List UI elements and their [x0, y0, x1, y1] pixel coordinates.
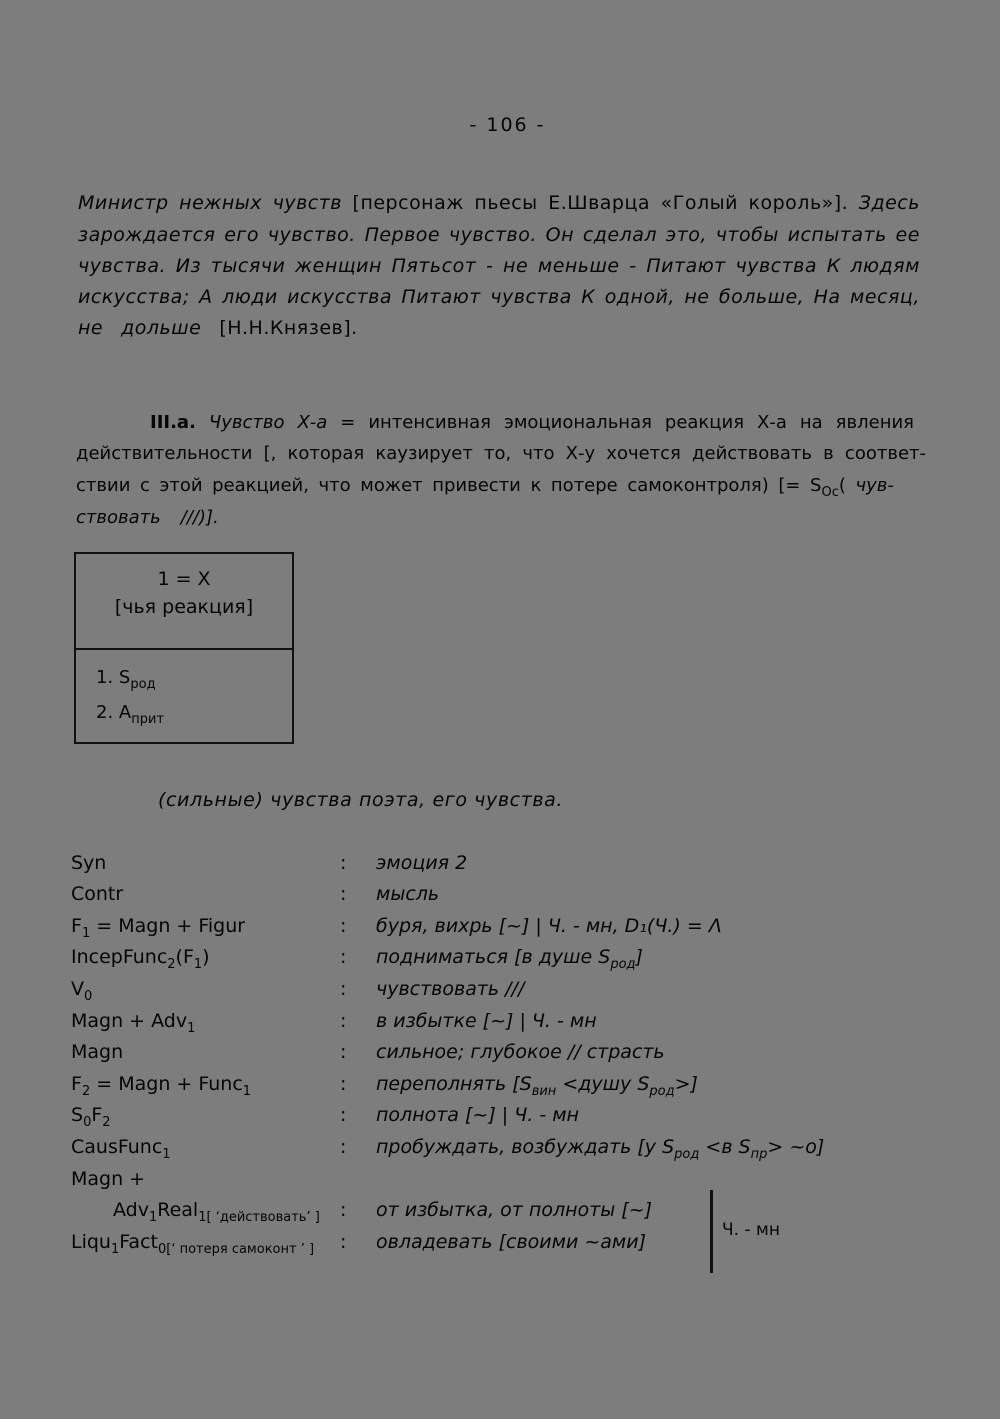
gp-actant-line: 1 = X: [157, 568, 211, 590]
gp-item-2: 2. $A_{прит}$: [96, 702, 165, 727]
lexfunc-colon: :: [340, 946, 347, 968]
word: ствовать: [76, 507, 161, 528]
example-line: [78, 286, 920, 308]
word: месяц,: [850, 286, 920, 308]
gp-actant-role: [чья реакция]: [114, 596, 254, 618]
word: одной,: [604, 286, 675, 308]
word: на: [799, 412, 823, 433]
word: Х-у: [565, 443, 596, 464]
word: пьесы: [474, 192, 538, 214]
word: действительности: [76, 443, 253, 464]
word: искусства;: [78, 286, 190, 308]
lexfunc-value: мысль: [376, 883, 440, 905]
word: Питают: [646, 255, 726, 277]
word: потере: [550, 475, 618, 496]
lexfunc-name: Magn + Adv$_1$: [71, 1010, 196, 1036]
word: К: [581, 286, 596, 308]
word: чувство.: [267, 224, 356, 246]
word: III.а.: [150, 412, 196, 433]
lexfunc-name: Liqu$_1$Fact$_{0[‘ потеря самоконт ’ ]}$: [71, 1231, 315, 1257]
page-number: - 106 -: [469, 114, 546, 136]
lexfunc-value: переполнять [$S_{вин}$ <душу $S_{род}>$]: [376, 1073, 698, 1099]
word: самоконтроля): [627, 475, 769, 496]
word: женщин: [295, 255, 382, 277]
lexfunc-value: от избытка, от полноты [~]: [376, 1199, 652, 1221]
word: ее: [895, 224, 920, 246]
word: реакция: [664, 412, 745, 433]
example-line: [78, 255, 920, 277]
government-pattern-body: [76, 650, 292, 734]
word: -: [485, 255, 494, 277]
word: нежных: [179, 192, 263, 214]
lexfunc-colon: :: [340, 883, 347, 905]
word: привести: [432, 475, 521, 496]
lexfunc-colon: :: [340, 852, 347, 874]
example-line: [78, 192, 920, 214]
word: Х-а: [757, 412, 787, 433]
word: На: [813, 286, 841, 308]
definition-line: [150, 412, 914, 433]
lexfunc-name: $S_0F_2$: [71, 1104, 111, 1130]
definition-line: [76, 443, 926, 464]
example-line: [78, 317, 920, 339]
word: Здесь: [858, 192, 920, 214]
lexfunc-name: Contr: [71, 883, 124, 905]
lexfunc-name: $IncepFunc_2(F_1)$: [71, 946, 210, 972]
word: что: [318, 475, 351, 496]
word: его: [224, 224, 260, 246]
word: не: [684, 286, 710, 308]
lexfunc-name: Magn: [71, 1041, 124, 1063]
word: что: [522, 443, 555, 464]
lexfunc-value: овладевать [своими ~ами]: [376, 1231, 646, 1253]
word: дольше: [121, 317, 202, 339]
lexfunc-colon: :: [340, 1041, 347, 1063]
lexfunc-colon: :: [340, 1010, 347, 1032]
lexfunc-value: чувствовать ///: [376, 978, 525, 1000]
word: Министр: [78, 192, 169, 214]
lexfunc-colon: :: [340, 1199, 347, 1221]
word: тысячи: [210, 255, 286, 277]
lexfunc-value: сильное; глубокое // страсть: [376, 1041, 665, 1063]
word: явления: [835, 412, 914, 433]
word: король»].: [748, 192, 849, 214]
word: $S_{Oc}$(: [810, 475, 846, 500]
word: -: [629, 255, 637, 277]
example-phrase: (сильные) чувства поэта, его чувства.: [158, 789, 564, 811]
word: Чувство: [208, 412, 285, 433]
word: чувство.: [448, 224, 537, 246]
lexfunc-colon: :: [340, 1136, 347, 1158]
word: Из: [175, 255, 202, 277]
word: может: [360, 475, 423, 496]
word: [Н.Н.Князев].: [219, 317, 358, 339]
lexfunc-name: Adv$_1$Real$_{1[ ‘действовать’ ]}$: [113, 1199, 320, 1225]
word: Он: [545, 224, 575, 246]
example-line: [78, 224, 920, 246]
lexfunc-name: $F_1$ = Magn + Figur: [71, 915, 246, 941]
lexfunc-value: эмоция 2: [376, 852, 468, 874]
word: А: [199, 286, 213, 308]
lexfunc-colon: :: [340, 915, 347, 937]
lexfunc-colon: :: [340, 1104, 347, 1126]
word: каузирует: [375, 443, 473, 464]
word: ствии: [76, 475, 131, 496]
bracket-label: Ч. - мн: [722, 1220, 780, 1240]
word: меньше: [537, 255, 620, 277]
definition-line: [76, 475, 894, 500]
government-pattern-table: [74, 552, 294, 744]
lexfunc-value: в избытке [~] | Ч. - мн: [376, 1010, 597, 1032]
lexfunc-name: $V_0$: [71, 978, 93, 1004]
word: Х-а: [297, 412, 328, 433]
word: то,: [483, 443, 512, 464]
word: людям: [850, 255, 920, 277]
word: чув-: [855, 475, 894, 496]
word: с: [139, 475, 150, 496]
word: чувства: [735, 255, 817, 277]
word: к: [530, 475, 542, 496]
lexfunc-value: подниматься [в душе $S_{род}$]: [376, 946, 643, 972]
government-pattern-header: [76, 554, 292, 650]
word: испытать: [787, 224, 887, 246]
word: сделал: [582, 224, 658, 246]
word: чувств: [272, 192, 342, 214]
word: искусства: [287, 286, 392, 308]
lexfunc-name: Syn: [71, 852, 107, 874]
word: люди: [222, 286, 278, 308]
word: не: [503, 255, 529, 277]
word: [,: [263, 443, 277, 464]
lexfunc-name: Magn +: [71, 1168, 146, 1190]
word: =: [340, 412, 356, 433]
lexfunc-colon: :: [340, 978, 347, 1000]
word: ///)].: [180, 507, 219, 528]
word: зарождается: [78, 224, 216, 246]
lexfunc-colon: :: [340, 1231, 347, 1253]
lexfunc-value: полнота [~] | Ч. - мн: [376, 1104, 579, 1126]
lexfunc-colon: :: [340, 1073, 347, 1095]
word: Пятьсот: [391, 255, 477, 277]
word: [персонаж: [352, 192, 464, 214]
word: «Голый: [660, 192, 738, 214]
lexfunc-value: буря, вихрь [~] | Ч. - мн, D₁(Ч.) = Λ: [376, 915, 722, 937]
gp-item-1: 1. $S_{род}$: [96, 667, 156, 692]
definition-line: [76, 507, 256, 528]
word: которая: [287, 443, 365, 464]
lexfunc-value: пробуждать, возбуждать [у $S_{род} <в$ $S_{пр}>$ ~о]: [376, 1136, 825, 1162]
word: чтобы: [715, 224, 779, 246]
lexfunc-name: CausFunc$_1$: [71, 1136, 171, 1162]
word: реакцией,: [212, 475, 309, 496]
word: соответ-: [844, 443, 926, 464]
word: интенсивная: [368, 412, 491, 433]
word: этой: [159, 475, 203, 496]
word: в: [823, 443, 834, 464]
word: Питают: [401, 286, 481, 308]
word: Е.Шварца: [548, 192, 651, 214]
word: хочется: [606, 443, 681, 464]
word: чувства: [490, 286, 572, 308]
bracket-line: [710, 1190, 713, 1273]
word: действовать: [692, 443, 812, 464]
word: чувства.: [78, 255, 167, 277]
word: Первое: [364, 224, 441, 246]
word: не: [78, 317, 104, 339]
word: эмоциональная: [503, 412, 652, 433]
lexfunc-name: $F_2$ = Magn + Func$_1$: [71, 1073, 252, 1099]
word: это,: [665, 224, 707, 246]
word: больше,: [718, 286, 805, 308]
word: [=: [778, 475, 801, 496]
word: К: [826, 255, 841, 277]
